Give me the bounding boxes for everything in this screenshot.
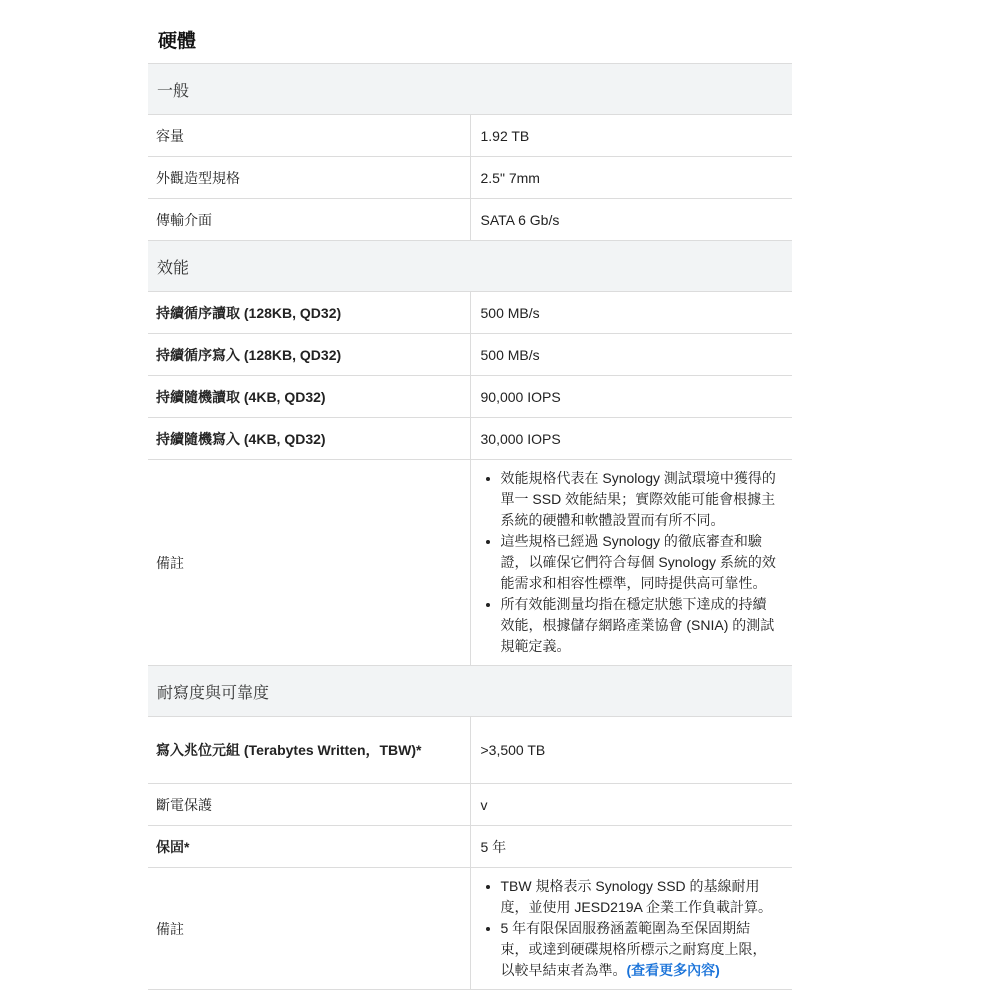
spec-table: [148, 63, 792, 990]
spec-value: 30,000 IOPS: [470, 418, 792, 460]
spec-key: 斷電保護: [148, 784, 470, 826]
spec-key: 傳輸介面: [148, 199, 470, 241]
list-item: • TBW 規格表示 Synology SSD 的基線耐用度，並使用 JESD219A 企業工作負載計算。: [501, 876, 779, 918]
table-row: [148, 717, 792, 784]
section-header-performance: [148, 241, 792, 292]
spec-key: 持續隨機寫入 (4KB, QD32): [148, 418, 470, 460]
list-item: [501, 918, 779, 981]
spec-value: 500 MB/s: [470, 292, 792, 334]
spec-key: 保固*: [148, 826, 470, 868]
list-item: • 這些規格已經過 Synology 的徹底審查和驗證，以確保它們符合每個 Synology 系統的效能需求和相容性標準，同時提供高可靠性。: [501, 531, 779, 594]
spec-key: 持續循序寫入 (128KB, QD32): [148, 334, 470, 376]
spec-key: 持續循序讀取 (128KB, QD32): [148, 292, 470, 334]
section-header-general: [148, 64, 792, 115]
spec-key: 外觀造型規格: [148, 157, 470, 199]
spec-key: 持續隨機讀取 (4KB, QD32): [148, 376, 470, 418]
spec-key: 備註: [148, 868, 470, 990]
hardware-spec-panel: [148, 0, 792, 990]
table-row: [148, 292, 792, 334]
table-row: [148, 199, 792, 241]
table-row: [148, 826, 792, 868]
spec-value: SATA 6 Gb/s: [470, 199, 792, 241]
page-title: 硬體: [158, 30, 197, 52]
spec-key: 備註: [148, 460, 470, 666]
spec-value: v: [470, 784, 792, 826]
notes-list: [471, 868, 793, 989]
list-item-text: 5 年有限保固服務涵蓋範圍為至保固期結束，或達到硬碟規格所標示之耐寫度上限，以較早結束者為準。: [500, 920, 767, 978]
table-row: [148, 334, 792, 376]
spec-value: 90,000 IOPS: [470, 376, 792, 418]
spec-value: 500 MB/s: [470, 334, 792, 376]
spec-value: 2.5" 7mm: [470, 157, 792, 199]
notes-cell: [470, 460, 792, 666]
table-row: [148, 376, 792, 418]
spec-key: 寫入兆位元組 (Terabytes Written，TBW)*: [148, 717, 470, 784]
spec-value: 1.92 TB: [470, 115, 792, 157]
see-more-link[interactable]: (查看更多內容): [626, 962, 720, 978]
spec-value: 5 年: [470, 826, 792, 868]
table-row: [148, 418, 792, 460]
table-row: [148, 115, 792, 157]
section-title: 一般: [148, 64, 792, 115]
notes-cell: [470, 868, 792, 990]
section-title: 耐寫度與可靠度: [148, 666, 792, 717]
notes-row-endurance: [148, 868, 792, 990]
section-title: 效能: [148, 241, 792, 292]
notes-list: [471, 460, 793, 665]
list-item: • 所有效能測量均指在穩定狀態下達成的持續效能，根據儲存網路產業協會 (SNIA) 的測試規範定義。: [501, 594, 779, 657]
spec-key: 容量: [148, 115, 470, 157]
spec-value: >3,500 TB: [470, 717, 792, 784]
list-item: • 效能規格代表在 Synology 測試環境中獲得的單一 SSD 效能結果；實際效能可能會根據主系統的硬體和軟體設置而有所不同。: [501, 468, 779, 531]
notes-row-performance: [148, 460, 792, 666]
section-header-endurance: [148, 666, 792, 717]
table-row: [148, 784, 792, 826]
table-row: [148, 157, 792, 199]
